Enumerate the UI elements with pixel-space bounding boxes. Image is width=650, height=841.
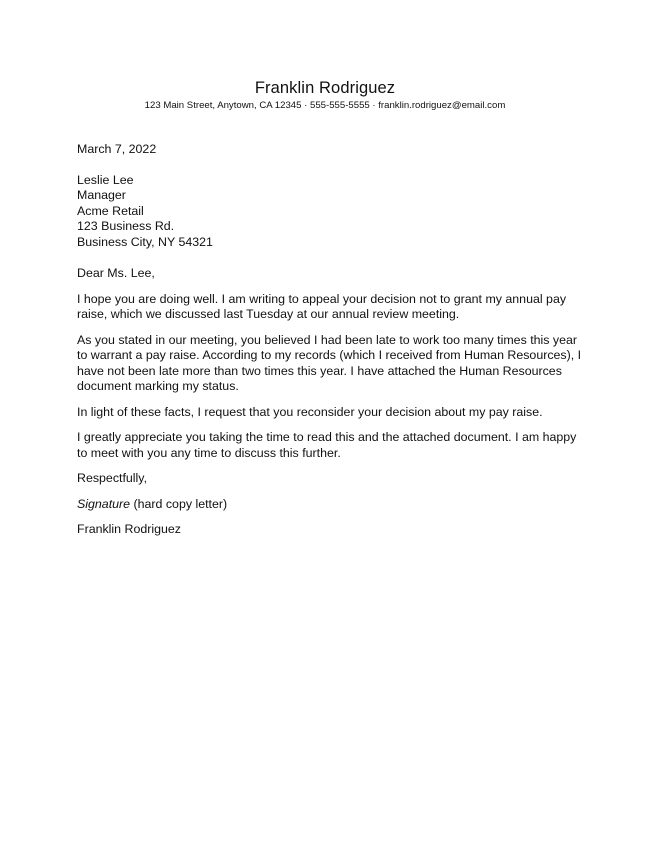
recipient-title: Manager — [77, 188, 126, 202]
sender-name-heading: Franklin Rodriguez — [254, 79, 396, 97]
recipient-city-state-zip: Business City, NY 54321 — [77, 234, 213, 249]
signature-line — [77, 497, 582, 513]
closing: Respectfully, — [77, 471, 148, 485]
recipient-name: Leslie Lee — [77, 172, 134, 187]
recipient-company: Acme Retail — [77, 203, 144, 218]
body-paragraph-3: In light of these facts, I request that you reconsider your decision about my pay raise. — [77, 404, 543, 419]
recipient-address-block — [77, 173, 582, 251]
letterhead — [0, 78, 650, 112]
salutation: Dear Ms. Lee, — [77, 266, 155, 280]
signature-label: Signature — [77, 496, 131, 511]
body-paragraph-4: I greatly appreciate you taking the time to read this and the attached document. I am happy to meet with you any time to discuss this further. — [77, 430, 577, 460]
letter-body — [77, 142, 582, 538]
sender-name-signoff: Franklin Rodriguez — [77, 522, 181, 536]
body-paragraph-1: I hope you are doing well. I am writing to appeal your decision not to grant my annual pay raise, which we discussed last Tuesday at our annual review meeting. — [77, 291, 567, 321]
recipient-street: 123 Business Rd. — [77, 219, 175, 233]
signature-note: (hard copy letter) — [130, 496, 228, 511]
letter-date: March 7, 2022 — [77, 142, 157, 156]
body-paragraph-2: As you stated in our meeting, you believed I had been late to work too many times this year to warrant a pay raise. According to my records (which I received from Human Resources), I have not been late more than two times this year. I have attached the Human Resources document marking my status. — [77, 332, 582, 393]
sender-contact-line: 123 Main Street, Anytown, CA 12345 · 555-555-5555 · franklin.rodriguez@email.com — [144, 100, 506, 111]
